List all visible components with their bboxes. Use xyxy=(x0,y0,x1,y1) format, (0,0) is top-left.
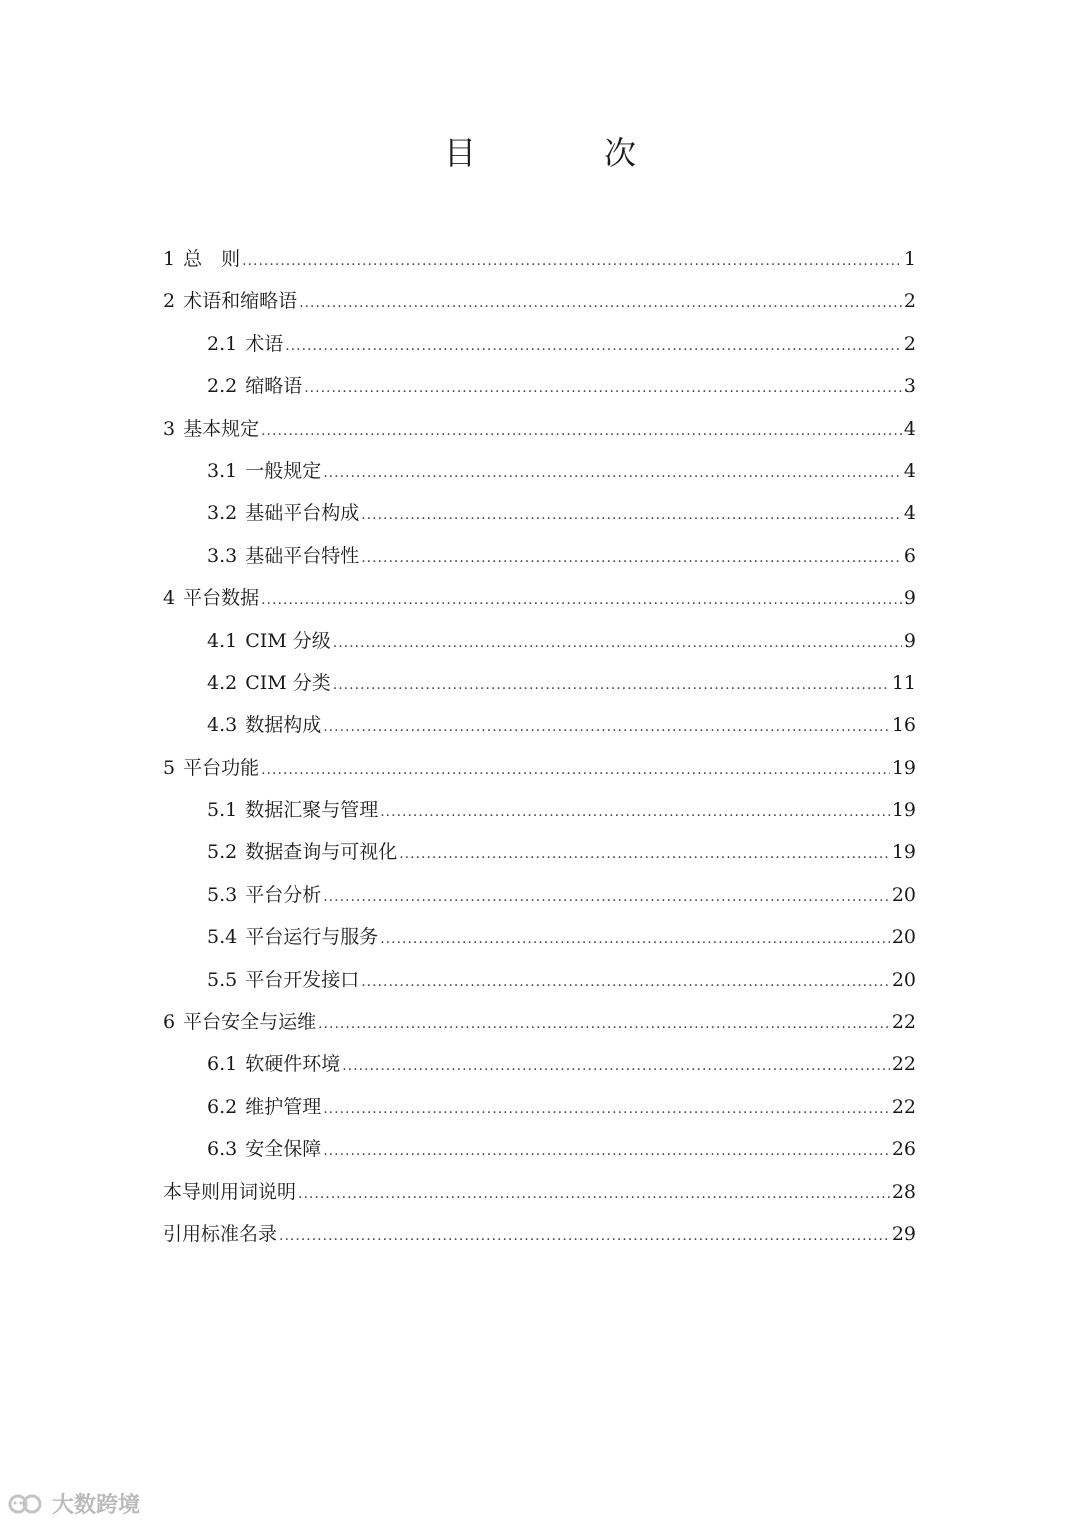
toc-entry-number: 3.2 xyxy=(207,502,238,525)
toc-entry-title: 术语 xyxy=(245,332,284,355)
toc-entry-title: 数据构成 xyxy=(245,714,322,737)
toc-entry-title: 平台数据 xyxy=(183,587,260,610)
toc-entry-number: 5.5 xyxy=(207,968,238,991)
toc-entry[interactable] xyxy=(163,450,916,492)
toc-entry-title: CIM 分类 xyxy=(245,671,331,694)
toc-entry-title: 基础平台构成 xyxy=(245,502,360,525)
toc-entry[interactable] xyxy=(163,831,916,873)
toc-entry-number: 3.1 xyxy=(207,459,238,482)
toc-leader-dots xyxy=(261,410,902,452)
toc-entry-page: 22 xyxy=(891,1011,916,1034)
wechat-logo-icon xyxy=(6,1492,46,1516)
toc-entry-page: 22 xyxy=(891,1095,916,1118)
toc-entry[interactable] xyxy=(163,408,916,450)
toc-entry[interactable] xyxy=(163,704,916,746)
toc-entry-page: 19 xyxy=(891,756,916,779)
toc-entry-title: 数据汇聚与管理 xyxy=(245,799,379,822)
toc-leader-dots xyxy=(323,452,902,494)
toc-entry-page: 29 xyxy=(891,1222,916,1245)
toc-entry[interactable] xyxy=(163,916,916,958)
toc-entry-title: CIM 分级 xyxy=(245,629,331,652)
toc-entry-title: 数据查询与可视化 xyxy=(245,841,398,864)
toc-leader-dots xyxy=(261,579,902,621)
toc-entry[interactable] xyxy=(163,1043,916,1085)
toc-entry-number: 2.2 xyxy=(207,375,238,398)
page-title: 目 次 xyxy=(443,134,684,172)
toc-entry-page: 20 xyxy=(891,883,916,906)
toc-entry-title: 本导则用词说明 xyxy=(163,1180,297,1203)
toc-entry[interactable] xyxy=(163,662,916,704)
toc-entry-page: 22 xyxy=(891,1053,916,1076)
toc-entry[interactable] xyxy=(163,789,916,831)
toc-entry-page: 20 xyxy=(891,926,916,949)
toc-entry-title: 安全保障 xyxy=(245,1138,322,1161)
toc-entry-page: 28 xyxy=(891,1180,916,1203)
toc-entry-number: 5 xyxy=(163,756,176,779)
toc-entry-number: 1 xyxy=(163,248,176,270)
toc-entry[interactable] xyxy=(163,365,916,407)
toc-entry[interactable] xyxy=(163,280,916,322)
toc-leader-dots xyxy=(242,240,902,282)
toc-entry-page: 4 xyxy=(903,417,916,440)
table-of-contents xyxy=(163,238,916,1255)
toc-entry-page: 19 xyxy=(891,841,916,864)
toc-entry-page: 2 xyxy=(903,290,916,313)
toc-entry-page: 1 xyxy=(903,248,916,270)
toc-leader-dots xyxy=(323,706,890,748)
toc-entry-number: 6.2 xyxy=(207,1095,238,1118)
watermark xyxy=(6,1488,140,1519)
toc-entry-title: 平台开发接口 xyxy=(245,968,360,991)
toc-leader-dots xyxy=(304,367,902,409)
toc-entry[interactable] xyxy=(163,1001,916,1043)
toc-entry-page: 3 xyxy=(903,375,916,398)
toc-entry-title: 术语和缩略语 xyxy=(183,290,298,313)
toc-leader-dots xyxy=(323,1088,890,1130)
watermark-text: 大数跨境 xyxy=(52,1493,141,1518)
toc-leader-dots xyxy=(318,1003,890,1045)
toc-leader-dots xyxy=(261,749,890,791)
toc-entry[interactable] xyxy=(163,620,916,662)
toc-entry[interactable] xyxy=(163,1128,916,1170)
toc-entry-page: 11 xyxy=(891,671,916,694)
toc-leader-dots xyxy=(380,918,890,960)
toc-entry-title: 基本规定 xyxy=(183,417,260,440)
toc-entry-number: 6.1 xyxy=(207,1053,238,1076)
toc-leader-dots xyxy=(323,876,890,918)
toc-entry[interactable] xyxy=(163,238,916,280)
toc-leader-dots xyxy=(361,537,902,579)
toc-entry[interactable] xyxy=(163,535,916,577)
toc-entry-title: 平台分析 xyxy=(245,883,322,906)
toc-entry-number: 5.1 xyxy=(207,799,238,822)
toc-entry-number: 3.3 xyxy=(207,544,238,567)
toc-entry-title: 平台功能 xyxy=(183,756,260,779)
toc-entry-page: 19 xyxy=(891,799,916,822)
toc-leader-dots xyxy=(298,1173,890,1215)
toc-entry[interactable] xyxy=(163,1086,916,1128)
toc-entry-page: 4 xyxy=(903,459,916,482)
toc-entry-number: 5.3 xyxy=(207,883,238,906)
toc-entry-title: 维护管理 xyxy=(245,1095,322,1118)
toc-entry-page: 20 xyxy=(891,968,916,991)
toc-entry-number: 4.1 xyxy=(207,629,238,652)
toc-entry-title: 总 则 xyxy=(183,248,241,270)
toc-leader-dots xyxy=(285,325,902,367)
toc-entry-title: 软硬件环境 xyxy=(245,1053,341,1076)
toc-leader-dots xyxy=(342,1045,890,1087)
toc-entry-page: 2 xyxy=(903,332,916,355)
toc-entry[interactable] xyxy=(163,577,916,619)
toc-entry-number: 6.3 xyxy=(207,1138,238,1161)
toc-leader-dots xyxy=(399,833,890,875)
toc-entry-page: 26 xyxy=(891,1138,916,1161)
toc-entry[interactable] xyxy=(163,959,916,1001)
toc-leader-dots xyxy=(299,282,902,324)
toc-leader-dots xyxy=(279,1215,890,1257)
toc-leader-dots xyxy=(380,791,890,833)
toc-leader-dots xyxy=(333,622,902,664)
toc-entry[interactable] xyxy=(163,323,916,365)
toc-entry-number: 3 xyxy=(163,417,176,440)
toc-entry[interactable] xyxy=(163,874,916,916)
toc-entry[interactable] xyxy=(163,747,916,789)
toc-entry-number: 4.3 xyxy=(207,714,238,737)
toc-entry-number: 2.1 xyxy=(207,332,238,355)
toc-entry-number: 6 xyxy=(163,1011,176,1034)
toc-entry-page: 9 xyxy=(903,629,916,652)
toc-entry-number: 2 xyxy=(163,290,176,313)
toc-entry-number: 4 xyxy=(163,587,176,610)
toc-entry-title: 平台运行与服务 xyxy=(245,926,379,949)
toc-entry-title: 引用标准名录 xyxy=(163,1222,278,1245)
toc-entry-title: 缩略语 xyxy=(245,375,303,398)
toc-leader-dots xyxy=(361,961,890,1003)
toc-entry-number: 4.2 xyxy=(207,671,238,694)
toc-entry-page: 4 xyxy=(903,502,916,525)
toc-entry[interactable] xyxy=(163,1213,916,1255)
toc-entry-page: 16 xyxy=(891,714,916,737)
toc-entry-number: 5.2 xyxy=(207,841,238,864)
toc-entry-title: 基础平台特性 xyxy=(245,544,360,567)
toc-entry-title: 一般规定 xyxy=(245,459,322,482)
toc-entry-page: 9 xyxy=(903,587,916,610)
toc-entry-number: 5.4 xyxy=(207,926,238,949)
toc-entry[interactable] xyxy=(163,1171,916,1213)
toc-leader-dots xyxy=(333,664,890,706)
toc-entry-title: 平台安全与运维 xyxy=(183,1011,317,1034)
toc-entry[interactable] xyxy=(163,492,916,534)
toc-entry-page: 6 xyxy=(903,544,916,567)
toc-leader-dots xyxy=(361,494,902,536)
toc-leader-dots xyxy=(323,1130,890,1172)
